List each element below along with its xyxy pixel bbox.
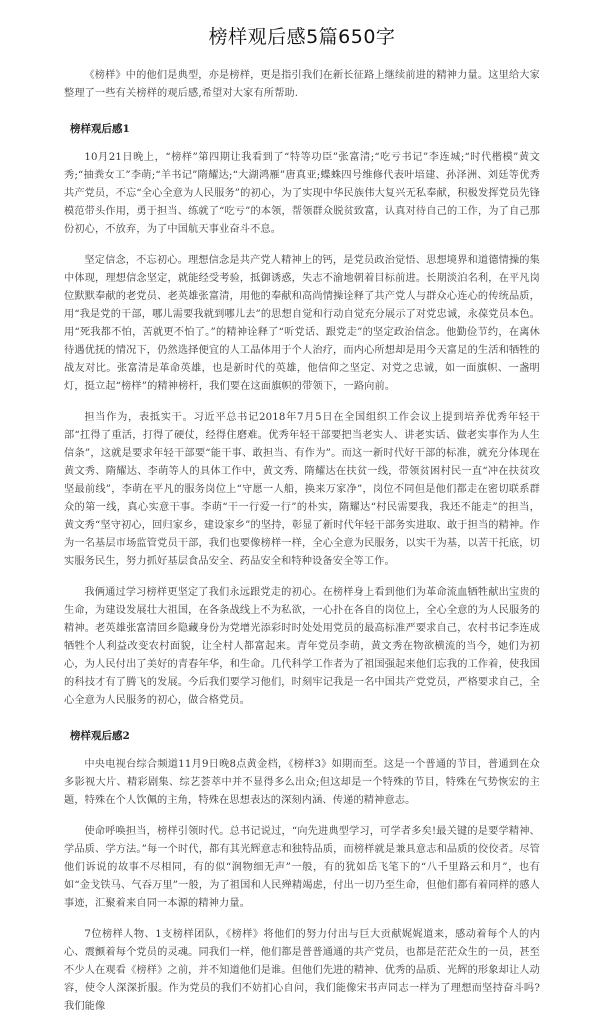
body-paragraph: 7位榜样人物、1支榜样团队，《榜样》将他们的努力付出与巨大贡献娓娓道来，感动着每个人的内心、震颤着每个党员的灵魂。同我们一样，他们都是普普通通的共产党员，也都是茫茫众生的一员，甚至不少人在观看《榜样》之前，并不知道他们是谁。但他们先进的精神、优秀的品质、光辉的形象却让人动容，使令人深深折服。作为党员的我们不妨扪心自问，我们能像宋书声同志一样为了理想而坚持奋斗吗?我们能像 xyxy=(64,929,540,1012)
body-paragraph: 使命呼唤担当，榜样引领时代。总书记说过，“向先进典型学习，可学者多矣!最关键的是要学精神、学品质、学方法。”每一个时代，都有其光辉意志和独特品质，而榜样就是兼具意志和品质的佼佼者。尽管他们诉说的故事不尽相同，有的似“润物细无声”一般，有的犹如岳飞笔下的“八千里路云和月”，也有如“金戈铁马、气吞万里”一般，为了祖国和人民殚精竭虑，付出一切乃至生命，但他们都有着同样的感人事迹，汇聚着来自同一本源的精神力量。 xyxy=(64,826,540,909)
body-paragraph: 中央电视台综合频道11月9日晚8点黄金档，《榜样3》如期而至。这是一个普通的节目，普通到在众多影视大片、精彩剧集、综艺荟萃中并不显得多么出众;但这却是一个特殊的节目，特殊在气势恢宏的主题，特殊在个人饮佩的主角，特殊在思想表达的深刻内涵、传递的精神意志。 xyxy=(64,759,540,806)
body-paragraph: 坚定信念，不忘初心。理想信念是共产党人精神上的钙，是党员政治觉悟、思想境界和道德情操的集中体现，理想信念坚定，就能经受考验，抵御诱惑，失志不渝地朝着目标前进。长期淡泊名利，在平凡岗位默默奉献的老党员、老英雄张富清，用他的奉献和高尚情操诠释了共产党人与群众心连心的传统品质，用“我是党的干部，哪儿需要我就到哪儿去”的思想自觉和行动自觉充分展示了对党忠诚，永葆党员本色。用“死我都不怕，苦就更不怕了。”的精神诠释了“听党话、跟党走”的坚定政治信念。他勤俭节约，在离休待遇优抚的情况下，仍然选择便宜的人工晶体用于个人治疗，而内心所想却是用今天富足的生活和牺牲的战友对比。张富清是革命英雄，也是新时代的英雄，他信仰之坚定、对党之忠诚，如一面旗帜、一盏明灯，挺立起“榜样”的精神榜杆，我们要在这面旗帜的带领下，一路向前。 xyxy=(64,255,540,392)
section-1 xyxy=(64,121,540,710)
section-heading: 榜样观后感2 xyxy=(70,730,130,742)
body-paragraph: 担当作为，表抵实干。习近平总书记2018年7月5日在全国组织工作会议上提到培养优秀年轻干部“扛得了重活，打得了硬仗，经得住磨难。优秀年轻干部要把当老实人、讲老实话、做老实事作为人生信条”，这就是要求年轻干部要“能干事、敢担当、有作为”。而这一新时代好干部的标准，就充分体现在黄文秀、隋耀达、李萌等人的具体工作中，黄文秀、隋耀达在扶贫一线，带领贫困村民一直“冲在扶贫攻坚最前线”，李萌在平凡的服务岗位上“守愿一人船，换来万家净”，岗位不同但是他们都走在密切联系群众的第一线，真心实意干事。李萌“干一行爱一行”的朴实，隋耀达“村民需要我，我还不能走”的担当，黄文秀“坚守初心，回归家乡，建设家乡”的坚持，彰显了新时代年轻干部务实进取、敢于担当的精神。作为一名基层市场监管党员干部，我们也要像榜样一样，全心全意为民服务，以实干为基，以苦干托底，切实服务民生，努力抓好基层食品安全、药品安全和特种设备安全等工作。 xyxy=(64,412,540,567)
body-paragraph: 10月21日晚上，“榜样”第四期让我看到了“特等功臣”张富清;“吃亏书记”李连城;“时代楷模”黄文秀;“抽粪女工”李萌;“羊书记”隋耀达;“大湖鸿雁”唐真亚;蝶蛛四号维修代表叶培建、孙泽洲、刘廷等优秀共产党员，不忘“全心全意为人民服务”的初心，为了实现中华民族伟大复兴无私奉献，积极发挥党员先锋模范带头作用，勇于担当、练就了“吃亏”的本领，帮领群众脱贫致富，认真对待自己的工作，为了自己那份初心，不放弃，为了中国航天事业奋斗不息。 xyxy=(64,152,540,235)
body-paragraph: 我俩通过学习榜样更坚定了我们永远跟党走的初心。在榜样身上看到他们为革命流血牺牲献出宝贵的生命，为建设发展壮大祖国，在各条战线上不为私欲，一心扑在各自的岗位上，全心全意的为人民服务的精神。老英雄张富清回乡隐藏身份为党增光添彩时时处处用党员的最高标准严要求自己，农村书记李连成牺牲个人利益改变农村面貌，让全村人都富起来。青年党员李萌，黄文秀在物欲横流的当今，她们为初心，为人民付出了美好的青春年华，和生命。几代科学工作者为了祖国强起来他们忘我的工作着，使我国的科技才有了腾飞的发展。今后我们要学习他们，时刻牢记我是一名中国共产党党员，严格要求自己，全心全意为人民服务的初心，做合格党员。 xyxy=(64,587,540,706)
document-title: 榜样观后感5篇650字 xyxy=(208,26,396,48)
intro-paragraph: 《榜样》中的他们是典型，亦是榜样，更是指引我们在新长征路上继续前进的精神力量。这里给大家整理了一些有关榜样的观后感,希望对大家有所帮助. xyxy=(64,70,540,99)
section-2 xyxy=(64,728,540,1016)
section-heading: 榜样观后感1 xyxy=(70,123,130,135)
